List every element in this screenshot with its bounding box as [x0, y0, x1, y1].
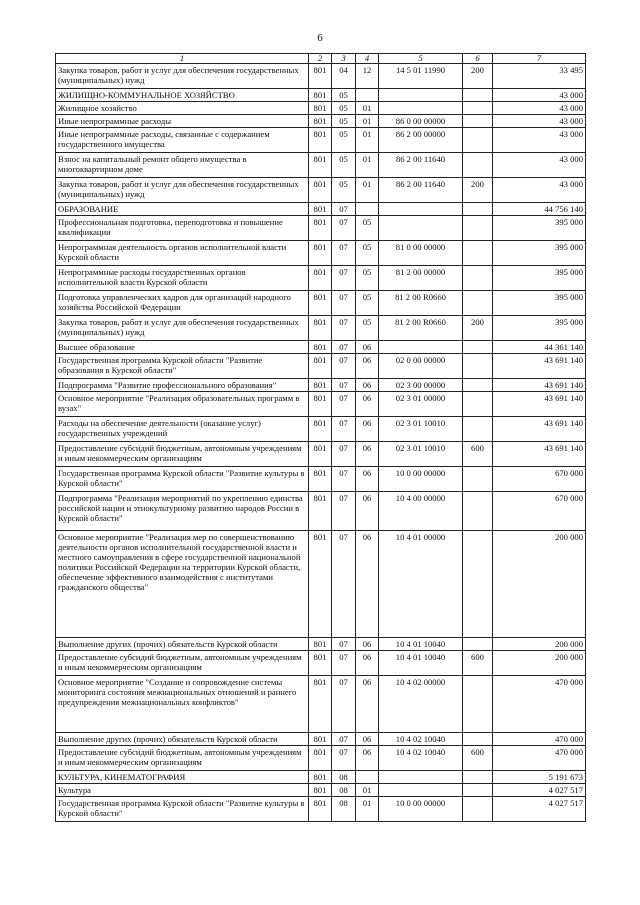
- row-code-pr: 06: [356, 651, 379, 676]
- row-code-vr: [463, 771, 493, 784]
- row-code-rz: 08: [332, 784, 356, 797]
- row-code-pr: 12: [356, 64, 379, 89]
- row-name: Основное мероприятие "Создание и сопровождение системы мониторинга состояния межнациональных отношений и раннего предупреждения межнациональных конфликтов": [56, 676, 309, 733]
- row-code-ved: 801: [309, 89, 332, 102]
- row-code-rz: 07: [332, 379, 356, 392]
- row-code-ved: 801: [309, 392, 332, 417]
- row-name: Подпрограмма "Реализация мероприятий по укреплению единства российской нации и этнокультурному развитию народов России в Курской области": [56, 492, 309, 531]
- row-code-pr: 06: [356, 676, 379, 733]
- row-code-csr: 02 3 01 10010: [379, 417, 463, 442]
- row-name: Закупка товаров, работ и услуг для обеспечения государственных (муниципальных) нужд: [56, 316, 309, 341]
- row-amount: 44 756 140: [493, 203, 586, 216]
- row-name: Иные непрограммные расходы, связанные с содержанием государственного имущества: [56, 128, 309, 153]
- row-amount: 43 691 140: [493, 417, 586, 442]
- row-code-csr: 10 4 00 00000: [379, 492, 463, 531]
- row-code-pr: 05: [356, 316, 379, 341]
- table-row: [56, 115, 586, 128]
- row-amount: 5 191 673: [493, 771, 586, 784]
- row-amount: 470 000: [493, 676, 586, 733]
- row-code-ved: 801: [309, 241, 332, 266]
- row-code-pr: 06: [356, 531, 379, 638]
- row-amount: 43 000: [493, 89, 586, 102]
- table-row: [56, 102, 586, 115]
- row-code-ved: 801: [309, 64, 332, 89]
- row-name: Закупка товаров, работ и услуг для обеспечения государственных (муниципальных) нужд: [56, 178, 309, 203]
- row-code-csr: 10 0 00 00000: [379, 797, 463, 822]
- row-code-vr: 200: [463, 178, 493, 203]
- row-name: Подготовка управленческих кадров для организаций народного хозяйства Российской Федерации: [56, 291, 309, 316]
- row-code-rz: 07: [332, 442, 356, 467]
- table-row: [56, 771, 586, 784]
- row-code-pr: 06: [356, 638, 379, 651]
- row-code-pr: 06: [356, 746, 379, 771]
- row-code-vr: 200: [463, 64, 493, 89]
- row-amount: 395 000: [493, 216, 586, 241]
- row-name: Иные непрограммные расходы: [56, 115, 309, 128]
- row-code-pr: 05: [356, 241, 379, 266]
- row-code-ved: 801: [309, 784, 332, 797]
- table-row: [56, 266, 586, 291]
- row-code-vr: [463, 797, 493, 822]
- row-code-ved: 801: [309, 797, 332, 822]
- header-col-3: 3: [332, 54, 356, 64]
- row-code-vr: 600: [463, 651, 493, 676]
- row-code-csr: 10 4 01 10040: [379, 651, 463, 676]
- row-code-rz: 05: [332, 102, 356, 115]
- table-row: [56, 442, 586, 467]
- row-code-rz: 07: [332, 266, 356, 291]
- row-code-ved: 801: [309, 128, 332, 153]
- row-code-vr: [463, 153, 493, 178]
- row-code-ved: 801: [309, 266, 332, 291]
- row-code-pr: 06: [356, 379, 379, 392]
- row-name: Расходы на обеспечение деятельности (оказание услуг) государственных учреждений: [56, 417, 309, 442]
- row-code-rz: 07: [332, 241, 356, 266]
- table-row: [56, 379, 586, 392]
- row-code-pr: 06: [356, 442, 379, 467]
- row-name: Взнос на капитальный ремонт общего имущества в многоквартирном доме: [56, 153, 309, 178]
- table-row: [56, 784, 586, 797]
- row-amount: 395 000: [493, 266, 586, 291]
- row-code-csr: [379, 341, 463, 354]
- row-code-csr: [379, 771, 463, 784]
- row-amount: 470 000: [493, 746, 586, 771]
- table-row: [56, 128, 586, 153]
- header-col-7: 7: [493, 54, 586, 64]
- row-code-csr: 86 2 00 00000: [379, 128, 463, 153]
- row-code-csr: 14 5 01 11990: [379, 64, 463, 89]
- row-code-rz: 07: [332, 676, 356, 733]
- row-code-vr: [463, 379, 493, 392]
- row-name: Государственная программа Курской области "Развитие образования в Курской области": [56, 354, 309, 379]
- row-code-ved: 801: [309, 379, 332, 392]
- row-code-rz: 07: [332, 291, 356, 316]
- row-code-ved: 801: [309, 467, 332, 492]
- row-name: Высшее образование: [56, 341, 309, 354]
- row-name: Основное мероприятие "Реализация мер по совершенствованию деятельности органов исполнительной государственной власти и местного самоуправления в сфере государственной национальной политики Российской Федерации на территории Курской области, обеспечение эффективного взаимодействия с институтами гражданского общества": [56, 531, 309, 638]
- row-code-ved: 801: [309, 638, 332, 651]
- row-code-pr: 06: [356, 733, 379, 746]
- row-name: Выполнение других (прочих) обязательств Курской области: [56, 638, 309, 651]
- row-amount: 44 361 140: [493, 341, 586, 354]
- row-code-csr: [379, 203, 463, 216]
- header-col-4: 4: [356, 54, 379, 64]
- row-code-rz: 07: [332, 341, 356, 354]
- row-code-ved: 801: [309, 651, 332, 676]
- row-name: Закупка товаров, работ и услуг для обеспечения государственных (муниципальных) нужд: [56, 64, 309, 89]
- row-code-vr: [463, 128, 493, 153]
- row-amount: 43 000: [493, 115, 586, 128]
- row-code-pr: 01: [356, 178, 379, 203]
- row-code-vr: [463, 784, 493, 797]
- row-amount: 43 000: [493, 153, 586, 178]
- row-code-rz: 05: [332, 153, 356, 178]
- row-code-csr: [379, 102, 463, 115]
- row-code-vr: [463, 203, 493, 216]
- row-code-rz: 05: [332, 89, 356, 102]
- table-row: [56, 651, 586, 676]
- table-row: [56, 153, 586, 178]
- row-code-pr: 05: [356, 216, 379, 241]
- row-code-rz: 07: [332, 316, 356, 341]
- row-code-vr: [463, 467, 493, 492]
- row-amount: 4 027 517: [493, 784, 586, 797]
- row-code-pr: 01: [356, 784, 379, 797]
- table-row: [56, 341, 586, 354]
- row-code-csr: 86 2 00 11640: [379, 153, 463, 178]
- row-amount: 200 000: [493, 531, 586, 638]
- row-amount: 395 000: [493, 241, 586, 266]
- row-code-pr: [356, 203, 379, 216]
- row-code-vr: [463, 676, 493, 733]
- row-code-vr: [463, 733, 493, 746]
- row-name: Подпрограмма "Развитие профессионального образования": [56, 379, 309, 392]
- row-code-rz: 07: [332, 733, 356, 746]
- row-code-rz: 04: [332, 64, 356, 89]
- row-code-ved: 801: [309, 291, 332, 316]
- row-code-pr: 01: [356, 128, 379, 153]
- table-row: [56, 392, 586, 417]
- row-amount: 670 000: [493, 467, 586, 492]
- row-code-rz: 07: [332, 746, 356, 771]
- row-name: Основное мероприятие "Реализация образовательных программ в вузах": [56, 392, 309, 417]
- row-code-pr: 06: [356, 354, 379, 379]
- table-row: [56, 291, 586, 316]
- row-amount: 395 000: [493, 291, 586, 316]
- row-code-csr: 02 3 00 00000: [379, 379, 463, 392]
- row-code-vr: [463, 89, 493, 102]
- row-code-rz: 08: [332, 771, 356, 784]
- row-code-vr: [463, 417, 493, 442]
- row-amount: 200 000: [493, 651, 586, 676]
- row-code-pr: 06: [356, 417, 379, 442]
- row-amount: 43 000: [493, 178, 586, 203]
- row-amount: 33 495: [493, 64, 586, 89]
- row-code-csr: 02 3 01 00000: [379, 392, 463, 417]
- budget-table: [55, 53, 586, 822]
- row-code-rz: 07: [332, 216, 356, 241]
- row-code-vr: [463, 531, 493, 638]
- row-code-ved: 801: [309, 115, 332, 128]
- table-row: [56, 531, 586, 638]
- row-name: ЖИЛИЩНО-КОММУНАЛЬНОЕ ХОЗЯЙСТВО: [56, 89, 309, 102]
- row-amount: 43 000: [493, 102, 586, 115]
- table-row: [56, 638, 586, 651]
- row-code-vr: [463, 638, 493, 651]
- row-code-vr: 200: [463, 316, 493, 341]
- row-code-ved: 801: [309, 417, 332, 442]
- row-code-pr: [356, 89, 379, 102]
- row-code-rz: 07: [332, 203, 356, 216]
- header-col-5: 5: [379, 54, 463, 64]
- row-code-ved: 801: [309, 492, 332, 531]
- row-code-csr: 10 0 00 00000: [379, 467, 463, 492]
- row-code-rz: 05: [332, 128, 356, 153]
- row-code-csr: 81 0 00 00000: [379, 241, 463, 266]
- row-amount: 670 000: [493, 492, 586, 531]
- row-code-rz: 05: [332, 178, 356, 203]
- row-code-pr: 01: [356, 102, 379, 115]
- row-code-csr: 81 2 00 R0660: [379, 316, 463, 341]
- row-code-pr: 05: [356, 266, 379, 291]
- row-code-ved: 801: [309, 178, 332, 203]
- row-code-pr: 06: [356, 341, 379, 354]
- row-code-ved: 801: [309, 316, 332, 341]
- row-code-rz: 07: [332, 531, 356, 638]
- row-code-ved: 801: [309, 733, 332, 746]
- row-amount: 43 691 140: [493, 354, 586, 379]
- row-amount: 43 691 140: [493, 392, 586, 417]
- table-row: [56, 178, 586, 203]
- row-code-pr: 01: [356, 797, 379, 822]
- row-code-ved: 801: [309, 746, 332, 771]
- row-code-pr: 01: [356, 115, 379, 128]
- row-code-vr: 600: [463, 442, 493, 467]
- row-code-rz: 07: [332, 651, 356, 676]
- row-code-csr: 81 2 00 00000: [379, 266, 463, 291]
- table-row: [56, 316, 586, 341]
- row-name: Предоставление субсидий бюджетным, автономным учреждениям и иным некоммерческим организациям: [56, 651, 309, 676]
- row-code-ved: 801: [309, 354, 332, 379]
- row-code-ved: 801: [309, 153, 332, 178]
- row-name: Непрограммные расходы государственных органов исполнительной власти Курской области: [56, 266, 309, 291]
- row-code-csr: 02 0 00 00000: [379, 354, 463, 379]
- row-code-csr: [379, 784, 463, 797]
- row-code-csr: 86 2 00 11640: [379, 178, 463, 203]
- row-code-ved: 801: [309, 771, 332, 784]
- row-name: Культура: [56, 784, 309, 797]
- row-code-rz: 07: [332, 392, 356, 417]
- row-code-ved: 801: [309, 442, 332, 467]
- table-row: [56, 676, 586, 733]
- table-row: [56, 64, 586, 89]
- table-row: [56, 203, 586, 216]
- row-code-csr: [379, 89, 463, 102]
- table-row: [56, 89, 586, 102]
- row-code-ved: 801: [309, 102, 332, 115]
- row-code-ved: 801: [309, 531, 332, 638]
- row-amount: 4 027 517: [493, 797, 586, 822]
- table-row: [56, 746, 586, 771]
- row-code-csr: 86 0 00 00000: [379, 115, 463, 128]
- row-code-vr: [463, 216, 493, 241]
- row-code-csr: 10 4 01 10040: [379, 638, 463, 651]
- row-name: Государственная программа Курской области "Развитие культуры в Курской области": [56, 467, 309, 492]
- row-name: Предоставление субсидий бюджетным, автономным учреждениям и иным некоммерческим организациям: [56, 442, 309, 467]
- row-name: ОБРАЗОВАНИЕ: [56, 203, 309, 216]
- page-number: 6: [317, 32, 323, 44]
- table-row: [56, 354, 586, 379]
- row-code-csr: 81 2 00 R0660: [379, 291, 463, 316]
- row-name: Непрограммная деятельность органов исполнительной власти Курской области: [56, 241, 309, 266]
- row-code-rz: 07: [332, 417, 356, 442]
- table-row: [56, 467, 586, 492]
- row-code-ved: 801: [309, 676, 332, 733]
- row-amount: 43 000: [493, 128, 586, 153]
- row-name: Жилищное хозяйство: [56, 102, 309, 115]
- row-code-csr: 10 4 02 10040: [379, 733, 463, 746]
- table-row: [56, 241, 586, 266]
- row-code-rz: 08: [332, 797, 356, 822]
- row-code-rz: 07: [332, 492, 356, 531]
- row-code-pr: 06: [356, 392, 379, 417]
- row-code-ved: 801: [309, 216, 332, 241]
- table-header-row: [56, 54, 586, 64]
- row-code-rz: 07: [332, 638, 356, 651]
- table-row: [56, 417, 586, 442]
- row-code-vr: [463, 115, 493, 128]
- row-code-vr: [463, 341, 493, 354]
- header-col-1: 1: [56, 54, 309, 64]
- row-code-pr: 05: [356, 291, 379, 316]
- row-code-rz: 07: [332, 467, 356, 492]
- row-name: Выполнение других (прочих) обязательств Курской области: [56, 733, 309, 746]
- row-code-pr: 01: [356, 153, 379, 178]
- header-col-6: 6: [463, 54, 493, 64]
- row-amount: 470 000: [493, 733, 586, 746]
- row-amount: 43 691 140: [493, 442, 586, 467]
- row-code-vr: [463, 241, 493, 266]
- row-amount: 200 000: [493, 638, 586, 651]
- row-name: Профессиональная подготовка, переподготовка и повышение квалификации: [56, 216, 309, 241]
- row-name: КУЛЬТУРА, КИНЕМАТОГРАФИЯ: [56, 771, 309, 784]
- row-code-rz: 07: [332, 354, 356, 379]
- row-name: Государственная программа Курской области "Развитие культуры в Курской области": [56, 797, 309, 822]
- header-col-2: 2: [309, 54, 332, 64]
- row-code-vr: [463, 392, 493, 417]
- row-code-vr: [463, 354, 493, 379]
- table-row: [56, 733, 586, 746]
- row-amount: 395 000: [493, 316, 586, 341]
- row-name: Предоставление субсидий бюджетным, автономным учреждениям и иным некоммерческим организациям: [56, 746, 309, 771]
- table-row: [56, 492, 586, 531]
- row-code-vr: [463, 102, 493, 115]
- table-row: [56, 797, 586, 822]
- row-code-rz: 05: [332, 115, 356, 128]
- table-row: [56, 216, 586, 241]
- row-code-vr: [463, 266, 493, 291]
- row-code-vr: [463, 291, 493, 316]
- row-code-pr: 06: [356, 492, 379, 531]
- row-code-vr: [463, 492, 493, 531]
- row-code-pr: [356, 771, 379, 784]
- row-code-csr: 10 4 01 00000: [379, 531, 463, 638]
- row-code-vr: 600: [463, 746, 493, 771]
- row-code-ved: 801: [309, 341, 332, 354]
- row-code-csr: 10 4 02 10040: [379, 746, 463, 771]
- row-amount: 43 691 140: [493, 379, 586, 392]
- row-code-ved: 801: [309, 203, 332, 216]
- row-code-csr: 02 3 01 10010: [379, 442, 463, 467]
- row-code-pr: 06: [356, 467, 379, 492]
- row-code-csr: 10 4 02 00000: [379, 676, 463, 733]
- row-code-csr: [379, 216, 463, 241]
